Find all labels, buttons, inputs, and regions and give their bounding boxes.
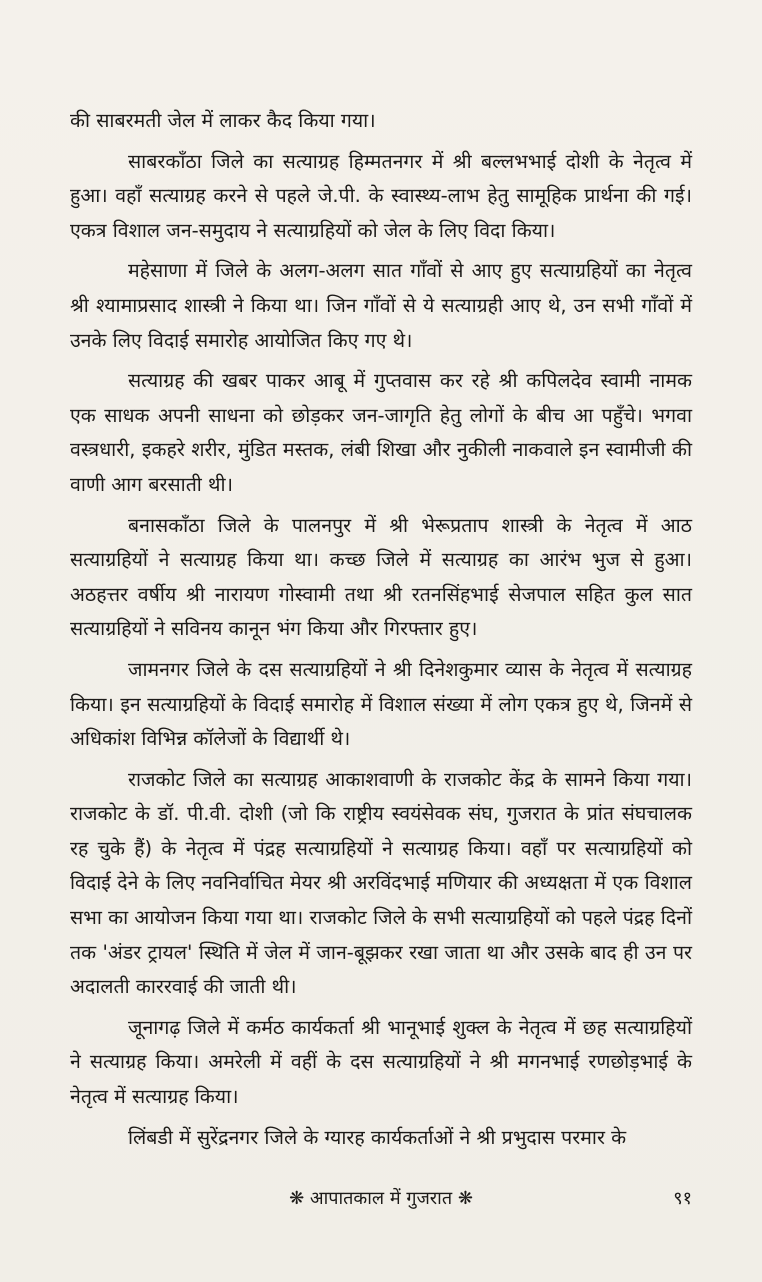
paragraph-mehsana: महेसाणा में जिले के अलग-अलग सात गाँवों से आए हुए सत्याग्रहियों का नेतृत्व श्री श्यामाप्रसाद शास्त्री ने किया था। जिन गाँवों से ये सत्याग्रही आए थे, उन सभी गाँवों में उनके लिए विदाई समारोह आयोजित किए गए थे। [70, 259, 692, 352]
running-footer-title: ❋ आपातकाल में गुजरात ❋ [289, 1188, 473, 1209]
paragraph-rajkot: राजकोट जिले का सत्याग्रह आकाशवाणी के राजकोट केंद्र के सामने किया गया। राजकोट के डॉ. पी.वी. दोशी (जो कि राष्ट्रीय स्वयंसेवक संघ, गुजरात के प्रांत संघचालक रह चुके हैं) के नेतृत्व में पंद्रह सत्याग्रहियों ने सत्याग्रह किया। वहाँ पर सत्याग्रहियों को विदाई देने के लिए नवनिर्वाचित मेयर श्री अरविंदभाई मणियार की अध्यक्षता में एक विशाल सभा का आयोजन किया गया था। राजकोट जिले के सभी सत्याग्रहियों को पहले पंद्रह दिनों तक 'अंडर ट्रायल' स्थिति में जेल में जान-बूझकर रखा जाता था और उसके बाद ही उन पर अदालती काररवाई की जाती थी। [70, 767, 692, 999]
paragraph-continued: की साबरमती जेल में लाकर कैद किया गया। [70, 109, 376, 132]
page-footer [70, 1186, 692, 1216]
paragraph-limbdi: लिंबडी में सुरेंद्रनगर जिले के ग्यारह कार्यकर्ताओं ने श्री प्रभुदास परमार के [128, 1125, 627, 1149]
paragraph-sabarkantha: साबरकाँठा जिले का सत्याग्रह हिम्मतनगर में श्री बल्लभभाई दोशी के नेतृत्व में हुआ। वहाँ सत्याग्रह करने से पहले जे.पी. के स्वास्थ्य-लाभ हेतु सामूहिक प्रार्थना की गई। एकत्र विशाल जन-समुदाय ने सत्याग्रहियों को जेल के लिए विदा किया। [70, 149, 692, 242]
page-number: ९१ [673, 1188, 692, 1209]
paragraph-jamnagar: जामनगर जिले के दस सत्याग्रहियों ने श्री दिनेशकुमार व्यास के नेतृत्व में सत्याग्रह किया। इन सत्याग्रहियों के विदाई समारोह में विशाल संख्या में लोग एकत्र हुए थे, जिनमें से अधिकांश विभिन्न कॉलेजों के विद्यार्थी थे। [70, 657, 692, 751]
paragraph-abu-swami: सत्याग्रह की खबर पाकर आबू में गुप्तवास कर रहे श्री कपिलदेव स्वामी नामक एक साधक अपनी साधना को छोड़कर जन-जागृति हेतु लोगों के बीच आ पहुँचे। भगवा वस्त्रधारी, इकहरे शरीर, मुंडित मस्तक, लंबी शिखा और नुकीली नाकवाले इन स्वामीजी की वाणी आग बरसाती थी। [70, 369, 692, 496]
page-body [70, 104, 692, 1155]
paragraph-banaskantha-kutch: बनासकाँठा जिले के पालनपुर में श्री भेरूप्रताप शास्त्री के नेतृत्व में आठ सत्याग्रहियों ने सत्याग्रह किया था। कच्छ जिले में सत्याग्रह का आरंभ भुज से हुआ। अठहत्तर वर्षीय श्री नारायण गोस्वामी तथा श्री रतनसिंहभाई सेजपाल सहित कुल सात सत्याग्रहियों ने सविनय कानून भंग किया और गिरफ्तार हुए। [70, 513, 692, 641]
paragraph-junagadh-amreli: जूनागढ़ जिले में कर्मठ कार्यकर्ता श्री भानूभाई शुक्ल के नेतृत्व में छह सत्याग्रहियों ने सत्याग्रह किया। अमरेली में वहीं के दस सत्याग्रहियों ने श्री मगनभाई रणछोड़भाई के नेतृत्व में सत्याग्रह किया। [70, 1015, 692, 1109]
